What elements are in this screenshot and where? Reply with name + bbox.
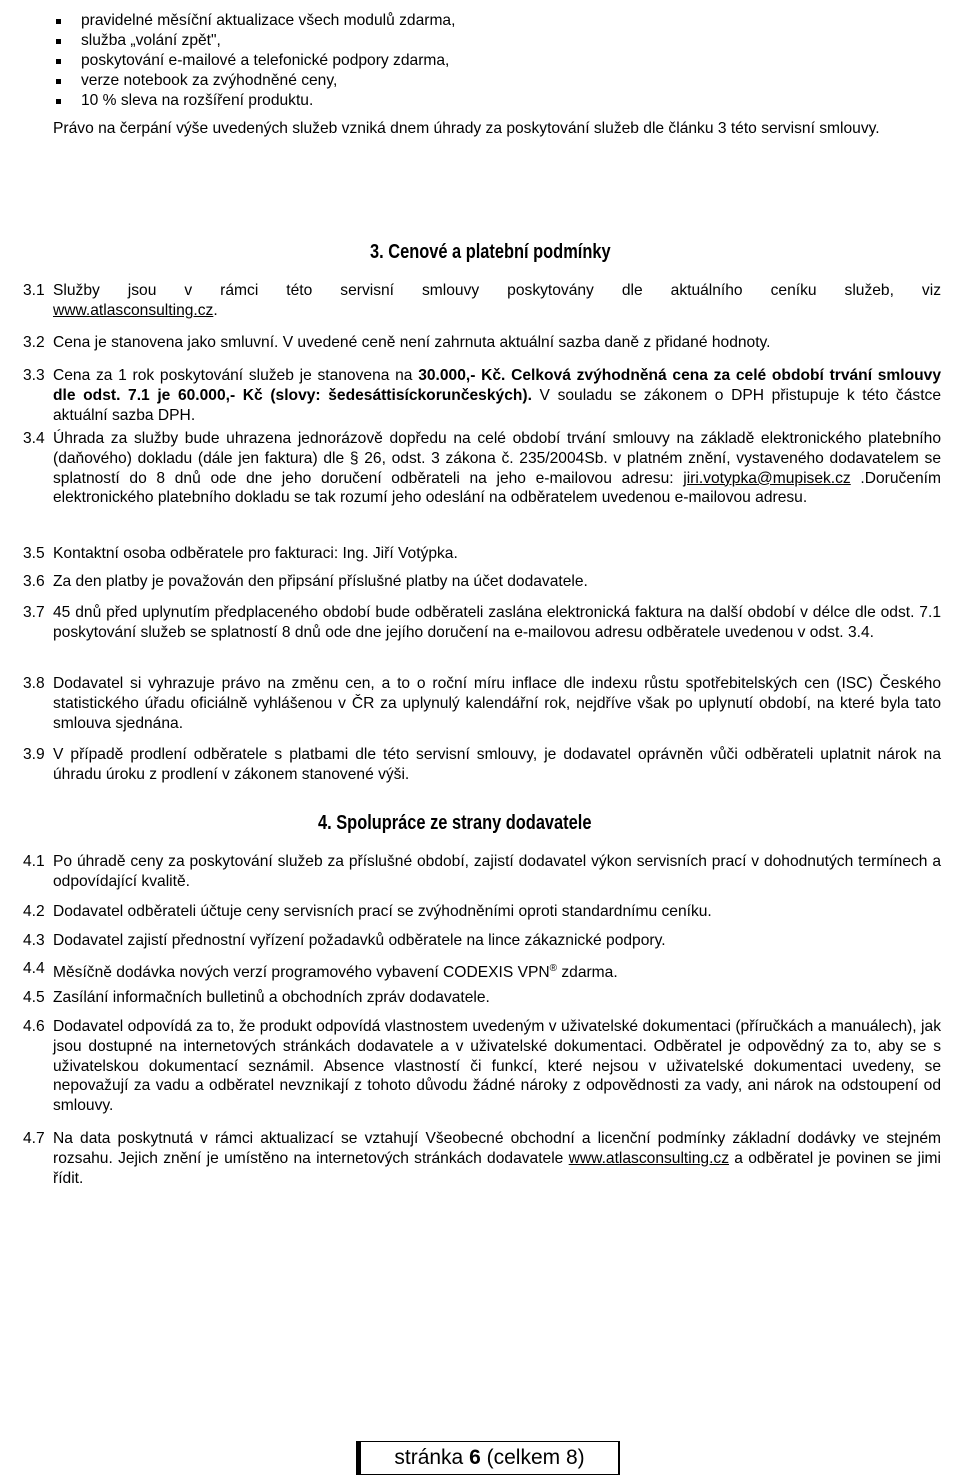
clause-text: Měsíčně dodávka nových verzí programového vybavení CODEXIS VPN® zdarma. [53, 963, 618, 982]
registered-mark: ® [549, 963, 558, 974]
atlas-website-link[interactable]: www.atlasconsulting.cz [53, 301, 214, 319]
bullet-square-icon [56, 79, 61, 84]
clause-3-9 [23, 745, 941, 785]
clause-text: 45 dnů před uplynutím předplaceného období bude odběrateli zaslána elektronická faktura na další období v délce dle odst. 7.1 poskytování služeb se splatností 8 dnů ode dne jejího doručení na e-mailovou adresu odběratele uvedenou v odst. 3.4. [53, 604, 941, 641]
clause-3-8 [23, 674, 941, 733]
current-page-number: 6 [469, 1446, 481, 1469]
clause-text: Po úhradě ceny za poskytování služeb za příslušné období, zajistí dodavatel výkon servisních prací v dohodnutých termínech a odpovídající kvalitě. [53, 853, 941, 890]
clause-number: 3.5 [23, 545, 45, 562]
clause-4-6 [23, 1017, 941, 1116]
clause-number: 3.6 [23, 573, 45, 590]
clause-text: V případě prodlení odběratele s platbami dle této servisní smlouvy, je dodavatel oprávněn vůči odběrateli uplatnit nárok na úhradu úroku z prodlení v zákonem stanovené výši. [53, 746, 941, 783]
bullet-square-icon [56, 19, 61, 24]
list-item: služba „volání zpět", [53, 31, 933, 51]
clause-3-6 [23, 572, 941, 592]
bullet-square-icon [56, 99, 61, 104]
clause-number: 3.7 [23, 604, 45, 621]
clause-text: Dodavatel zajistí přednostní vyřízení požadavků odběratele na lince zákaznické podpory. [53, 932, 666, 949]
clause-4-7 [23, 1129, 941, 1188]
clause-text: Za den platby je považován den připsání příslušné platby na účet dodavatele. [53, 573, 588, 590]
bullet-square-icon [56, 39, 61, 44]
bullet-square-icon [56, 59, 61, 64]
clause-3-5 [23, 544, 941, 564]
clause-number: 4.2 [23, 903, 45, 920]
clause-text: Dodavatel odběrateli účtuje ceny servisních prací se zvýhodněními oproti standardnímu ceníku. [53, 903, 712, 920]
clause-number: 3.3 [23, 367, 45, 384]
clause-3-7 [23, 603, 941, 643]
section-3-heading: 3. Cenové a platební podmínky [370, 241, 611, 263]
clause-text: Kontaktní osoba odběratele pro fakturaci: Ing. Jiří Votýpka. [53, 545, 458, 562]
price-bold-text: 30.000,- Kč. Celková zvýhodněná cena za celé období trvání smlouvy dle odst. 7.1 je 60.000,- Kč (slovy: šedesáttisíckorunčeských). [53, 367, 942, 404]
clause-number: 3.9 [23, 746, 45, 763]
clause-4-4 [23, 959, 941, 983]
clause-text: Dodavatel si vyhrazuje právo na změnu cen, a to o roční míru inflace dle indexu růstu spotřebitelských cen (ISC) Českého statistického úřadu oficiálně vyhlášenou v ČR za uplynulý kalendářní rok, nejdříve však po uplynutí období, na které byla tato smlouva sjednána. [53, 675, 941, 732]
clause-number: 4.4 [23, 960, 45, 977]
atlas-website-link[interactable]: www.atlasconsulting.cz [568, 1149, 729, 1167]
clause-number: 3.1 [23, 282, 45, 299]
intro-paragraph: Právo na čerpání výše uvedených služeb vzniká dnem úhrady za poskytování služeb dle článku 3 této servisní smlouvy. [53, 120, 880, 137]
clause-text: Zasílání informačních bulletinů a obchodních zpráv dodavatele. [53, 989, 490, 1006]
clause-number: 3.8 [23, 675, 45, 692]
clause-number: 4.7 [23, 1130, 45, 1147]
clause-number: 3.2 [23, 334, 45, 351]
clause-number: 4.1 [23, 853, 45, 870]
clause-3-2 [23, 333, 941, 353]
list-item: poskytování e-mailové a telefonické podpory zdarma, [53, 51, 933, 71]
billing-email-link[interactable]: jiri.votypka@mupisek.cz [683, 469, 851, 487]
clause-4-5 [23, 988, 941, 1008]
clause-4-2 [23, 902, 941, 922]
clause-4-1 [23, 852, 941, 892]
page-number-box: stránka 6 (celkem 8) [356, 1441, 620, 1475]
clause-number: 4.3 [23, 932, 45, 949]
list-item: pravidelné měsíční aktualizace všech modulů zdarma, [53, 11, 933, 31]
clause-3-3 [23, 366, 941, 425]
list-item: verze notebook za zvýhodněné ceny, [53, 71, 933, 91]
clause-number: 3.4 [23, 430, 45, 447]
clause-number: 4.5 [23, 989, 45, 1006]
clause-text: Úhrada za služby bude uhrazena jednorázově dopředu na celé období trvání smlouvy na základě elektronického platebního (daňového) dokladu (dále jen faktura) dle § 26, odst. 3 zákona č. 235/2004Sb. v platném znění, vystaveného dodavatelem se splatností do 8 dnů ode dne jeho doručení odběrateli na jeho e-mailovou adresu: jiri.votypka@mupisek.cz .Doručením elektronického platebního dokladu se tak rozumí jeho odeslání na odběratelem uvedenou e-mailovou adresu. [53, 430, 941, 507]
clause-text: Cena za 1 rok poskytování služeb je stanovena na 30.000,- Kč. Celková zvýhodněná cena za celé období trvání smlouvy dle odst. 7.1 je 60.000,- Kč (slovy: šedesáttisíckorunčeských). V souladu se zákonem o DPH přistupuje k této částce aktuální sazba DPH. [53, 367, 942, 424]
clause-text: Dodavatel odpovídá za to, že produkt odpovídá vlastnostem uvedeným v uživatelské dokumentaci (příručkách a manuálech), jak jsou dostupné na internetových stránkách dodavatele a v uživatelské dokumentaci. Odběratel je odpovědný za to, aby se s uživatelskou dokumentací seznámil. Absence vlastností či funkcí, které nejsou v uživatelské dokumentaci uvedeny, se nepovažují za vadu a odběratel nevznikají z tohoto důvodu žádné nároky z odpovědnosti za vady, ani nárok na odstoupení od smlouvy. [53, 1018, 941, 1115]
clause-4-3 [23, 931, 941, 951]
clause-text: Cena je stanovena jako smluvní. V uvedené ceně není zahrnuta aktuální sazba daně z přidané hodnoty. [53, 334, 771, 351]
clause-3-1: 3.1 Služby jsou v rámci této servisní smlouvy poskytovány dle aktuálního ceníku služeb, viz www.atlasconsulting.cz. [23, 282, 941, 319]
clause-text: Služby jsou v rámci této servisní smlouvy poskytovány dle aktuálního ceníku služeb, viz [53, 282, 941, 299]
list-item: 10 % sleva na rozšíření produktu. [53, 91, 933, 111]
services-bullet-list [53, 11, 933, 111]
section-4-heading: 4. Spolupráce ze strany dodavatele [318, 812, 592, 834]
clause-text: Na data poskytnutá v rámci aktualizací se vztahují Všeobecné obchodní a licenční podmínky základní dodávky ve stejném rozsahu. Jejich znění je umístěno na internetových stránkách dodavatele www.atlasconsulting.cz a odběratel je povinen se jimi řídit. [53, 1130, 941, 1187]
clause-number: 4.6 [23, 1018, 45, 1035]
clause-3-4 [23, 429, 941, 508]
